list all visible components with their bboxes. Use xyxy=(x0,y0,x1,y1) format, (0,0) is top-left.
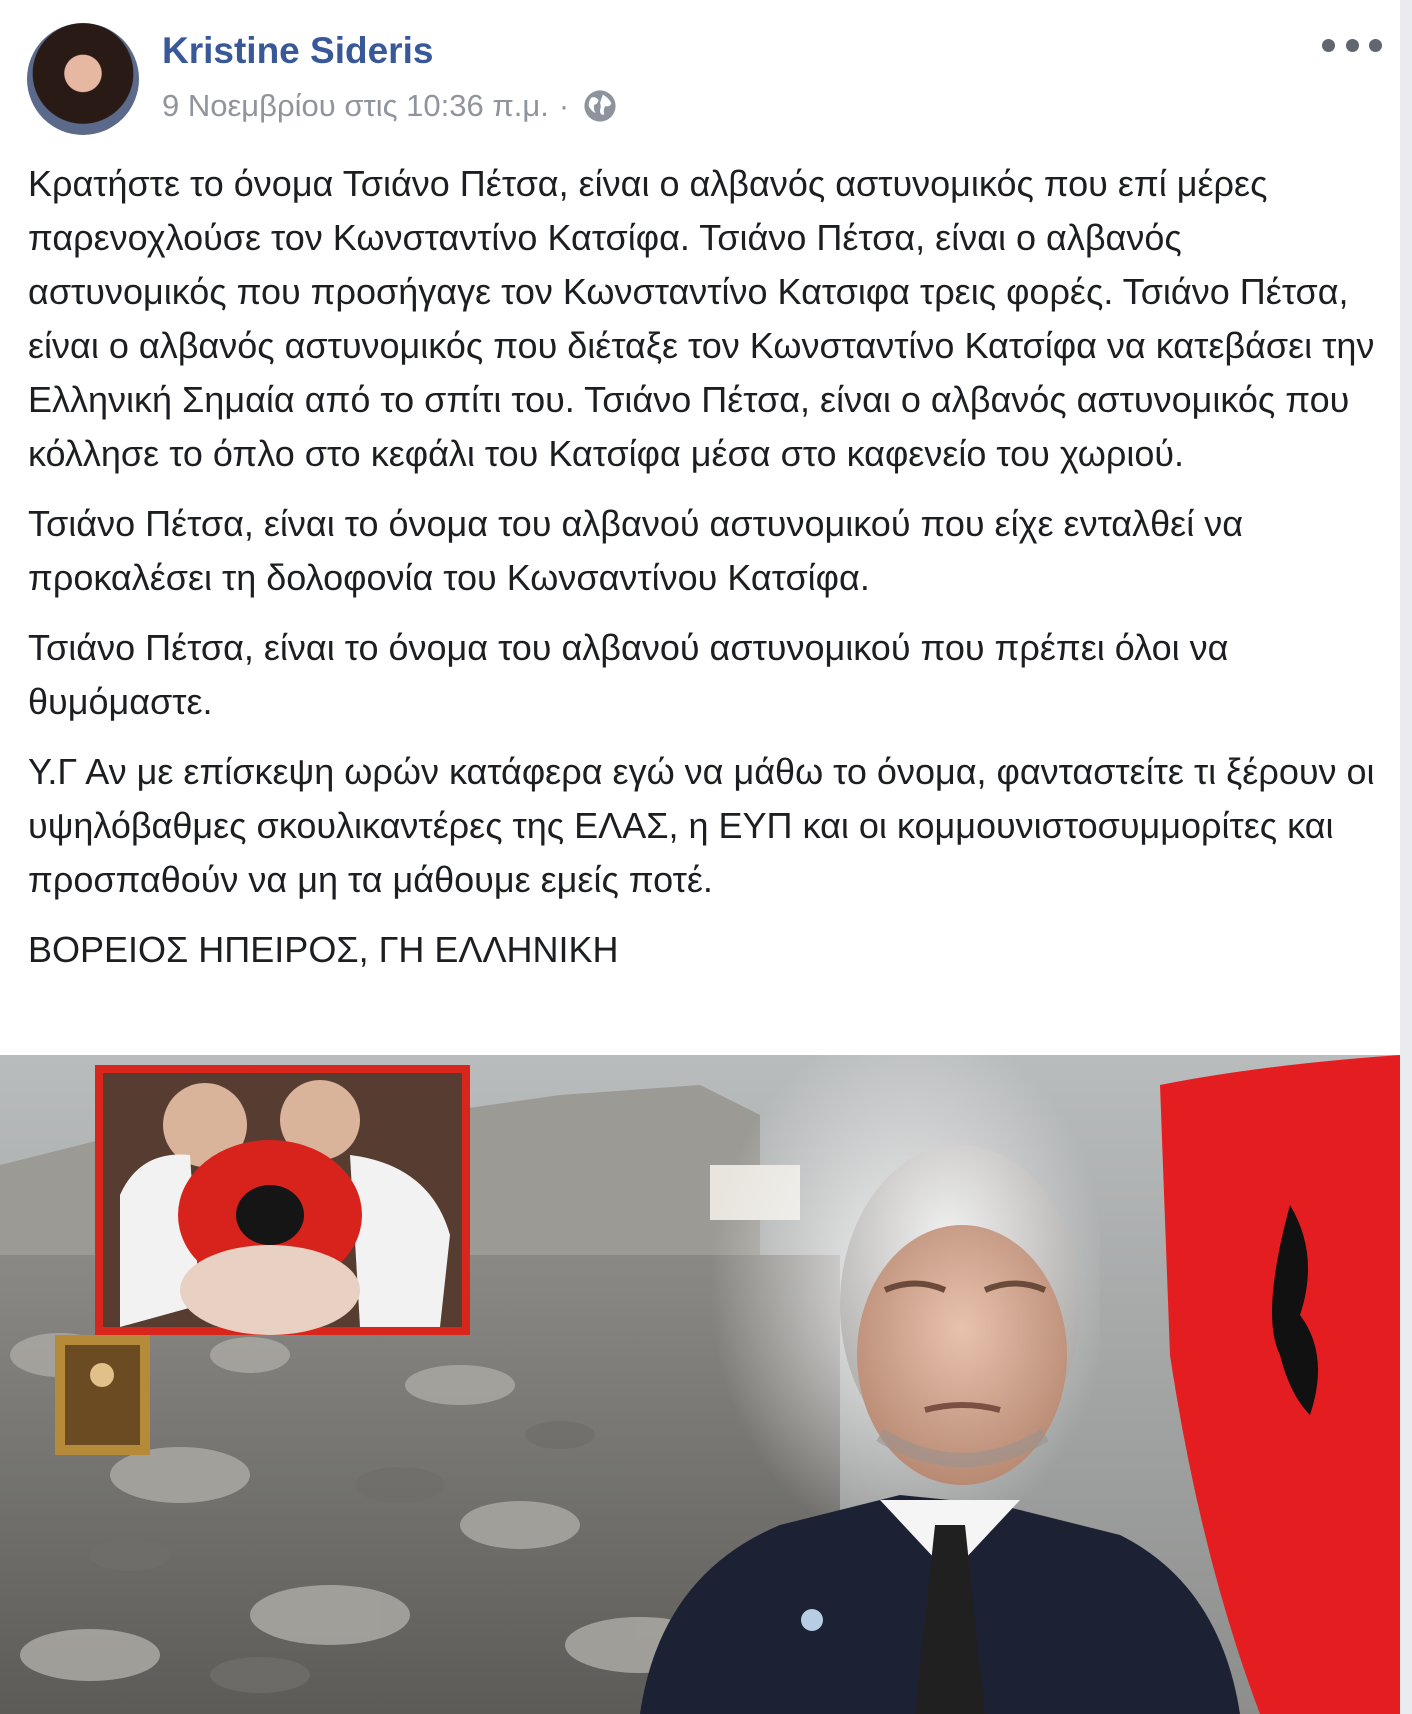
post-paragraph: Τσιάνο Πέτσα, είναι το όνομα του αλβανού αστυνομικού που είχε ενταλθεί να προκαλέσει τη δολοφονία του Κωνσαντίνου Κατσίφα. xyxy=(28,503,1243,598)
post-image[interactable] xyxy=(0,1055,1400,1714)
post-paragraph: Υ.Γ Αν με επίσκεψη ωρών κατάφερα εγώ να μάθω το όνομα, φανταστείτε τι ξέρουν οι υψηλόβαθμες σκουλικαντέρες της ΕΛΑΣ, η ΕΥΠ και οι κομμουνιστοσυμμορίτες και προσπαθούν να μη τα μάθουμε εμείς ποτέ. xyxy=(28,751,1375,900)
post-photo-collage xyxy=(0,1055,1400,1714)
avatar[interactable] xyxy=(27,23,139,135)
post-paragraph: ΒΟΡΕΙΟΣ ΗΠΕΙΡΟΣ, ΓΗ ΕΛΛΗΝΙΚΗ xyxy=(28,929,619,970)
post-text xyxy=(28,157,1388,993)
post-meta xyxy=(162,88,617,124)
post-timestamp[interactable]: 9 Νοεμβρίου στις 10:36 π.μ. xyxy=(162,88,549,123)
dot xyxy=(1346,39,1359,52)
meta-separator: · xyxy=(558,88,570,123)
globe-icon[interactable] xyxy=(583,89,617,123)
dot xyxy=(1369,39,1382,52)
author-name[interactable]: Kristine Sideris xyxy=(162,30,434,71)
dot xyxy=(1322,39,1335,52)
post-paragraph: Κρατήστε το όνομα Τσιάνο Πέτσα, είναι ο αλβανός αστυνομικός που επί μέρες παρενοχλούσε τον Κωνσταντίνο Κατσίφα. Τσιάνο Πέτσα, είναι ο αλβανός αστυνομικός που προσήγαγε τον Κωνσταντίνο Κατσιφα τρεις φορές. Τσιάνο Πέτσα, είναι ο αλβανός αστυνομικός που διέταξε τον Κωνσταντίνο Κατσίφα να κατεβάσει την Ελληνική Σημαία από το σπίτι του. Τσιάνο Πέτσα, είναι ο αλβανός αστυνομικός που κόλλησε το όπλο στο κεφάλι του Κατσίφα μέσα στο καφενείο του χωριού. xyxy=(28,163,1375,474)
post-paragraph: Τσιάνο Πέτσα, είναι το όνομα του αλβανού αστυνομικού που πρέπει όλοι να θυμόμαστε. xyxy=(28,627,1229,722)
page-background-edge xyxy=(1400,0,1412,1714)
more-options-icon[interactable] xyxy=(1322,30,1382,60)
